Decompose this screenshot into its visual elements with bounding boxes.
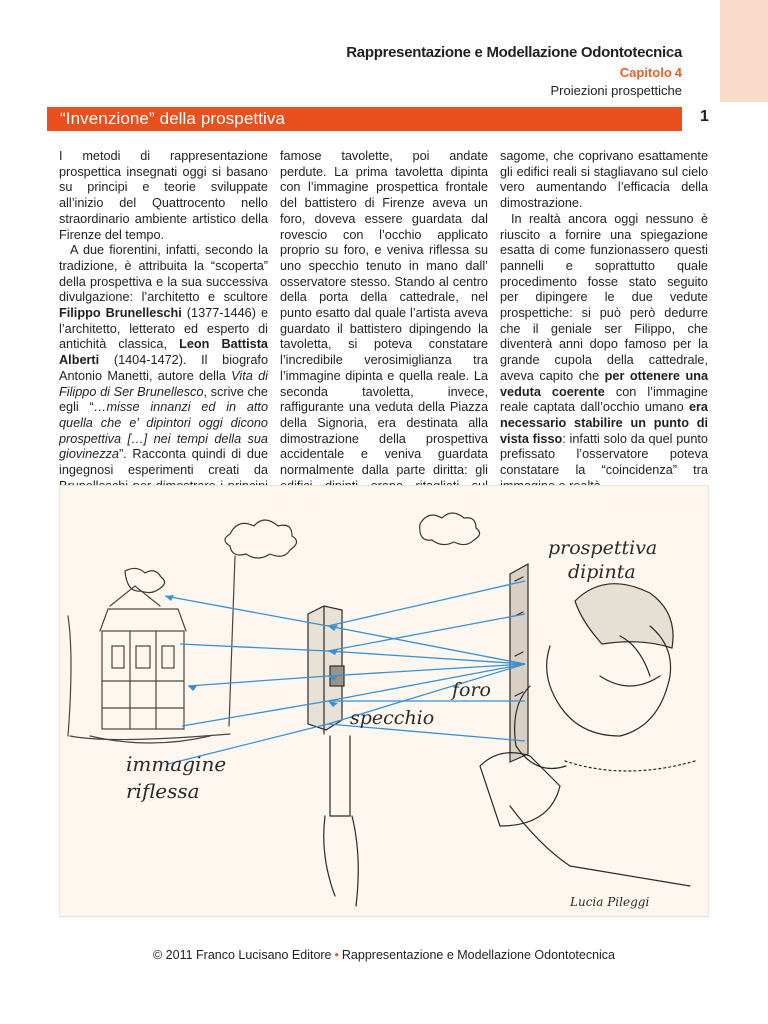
artist-signature: Lucia Pileggi <box>570 895 650 909</box>
page-number: 1 <box>700 108 709 125</box>
footer-copyright: © 2011 Franco Lucisano Editore <box>152 948 332 962</box>
sight-rays <box>165 581 525 764</box>
section-title: “Invenzione” della prospettiva <box>60 109 286 128</box>
paragraph: famose tavolette, poi andate perdute. La prima tavoletta dipinta con l’immagine prospettica frontale del battistero di Firenze aveva un foro, doveva essere guardata dal rovescio con l’occhio applicato proprio su foro, e veniva riflessa su uno specchio tenuto in mano dall’ osservatore stesso. Stando al centro della porta della cattedrale, nel punto esatto dal quale l’artista aveva guardato il battistero dipingendo la tavoletta, si poteva constatare l’incredibile verosimiglianza tra l’immagine dipinta e quella reale. La seconda tavoletta, invece, raffigurante una veduta della Piazza della Signoria, era destinata alla dimostrazione della prospettiva accidentale e veniva guardata normalmente dalla parte diritta: gli <box>280 149 488 478</box>
chapter-label <box>346 65 682 80</box>
text-column-2 <box>280 149 488 510</box>
chapter-number: 4 <box>674 65 682 80</box>
brunelleschi-experiment-illustration <box>59 485 709 917</box>
label-immagine: immagine <box>126 752 227 776</box>
running-header <box>346 44 682 98</box>
paragraph: In realtà ancora oggi nessuno è riuscito a fornire una spiegazione esatta di come funzionassero questi pannelli e soprattutto quale procedimento fosse stato seguito per dipingere le due vedute prospettiche: si può però dedurre che il geniale ser Filippo, che diventerà anni dopo famoso per la grande cupola della cattedrale, aveva capito che per ottenere una veduta coerente con l’immagine reale captata dall’occhio umano era necessario stabilire un punto di vista fisso: infatti solo da quel punto prefissato l’osservatore poteva constatare la “coincidenza” tra <box>500 211 708 478</box>
reflected-baptistery <box>68 556 235 743</box>
cloud-right <box>420 513 480 545</box>
label-specchio: specchio <box>350 707 435 729</box>
label-riflessa: riflessa <box>126 779 200 803</box>
label-prospettiva: prospettiva <box>548 537 658 559</box>
chapter-label-text: Capitolo <box>619 65 672 80</box>
page-tab-edge <box>720 0 768 102</box>
footer-series: Rappresentazione e Modellazione Odontotecnica <box>341 948 616 962</box>
text-column-3 <box>500 149 708 494</box>
section-title-bar <box>47 107 682 131</box>
chapter-subtitle: Proiezioni prospettiche <box>550 83 682 98</box>
page-footer <box>0 948 768 962</box>
text-column-1 <box>59 149 268 510</box>
label-foro: foro <box>452 679 491 701</box>
sketch-drawing <box>60 486 709 917</box>
footer-bullet: • <box>334 948 339 962</box>
paragraph: I metodi di rappresentazione prospettica insegnati oggi si basano su principi e teorie sviluppate all’inizio del Quattrocento nello straordinario ambiente artistico della Firenze del tempo. <box>59 149 268 242</box>
cloud-left <box>225 520 297 558</box>
book-title: Rappresentazione e Modellazione Odontotecnica <box>346 44 682 61</box>
paragraph: A due fiorentini, infatti, secondo la tradizione, è attribuita la “scoperta” della prospettiva e la sua successiva divulgazione: l’architetto e scultore Filippo Brunelleschi (1377-1446) e l’architetto, letterato ed esperto di antichità classica, Leon Battista Alberti (1404-1472). Il biografo Antonio Manetti, autore della Vita di Filippo di Ser Brunellesco, scrive che egli “…misse innanzi ed in atto quella che e’ dipintori oggi dicono prospettiva […] nei tempi della sua giovinezza”. Racconta quindi di due ingegnosi esperimenti creati da <box>59 243 269 478</box>
paragraph: sagome, che coprivano esattamente gli edifici reali si stagliavano sul cielo vero aumentando l’efficacia della dimostrazione. <box>500 149 708 211</box>
label-dipinta: dipinta <box>568 561 636 583</box>
